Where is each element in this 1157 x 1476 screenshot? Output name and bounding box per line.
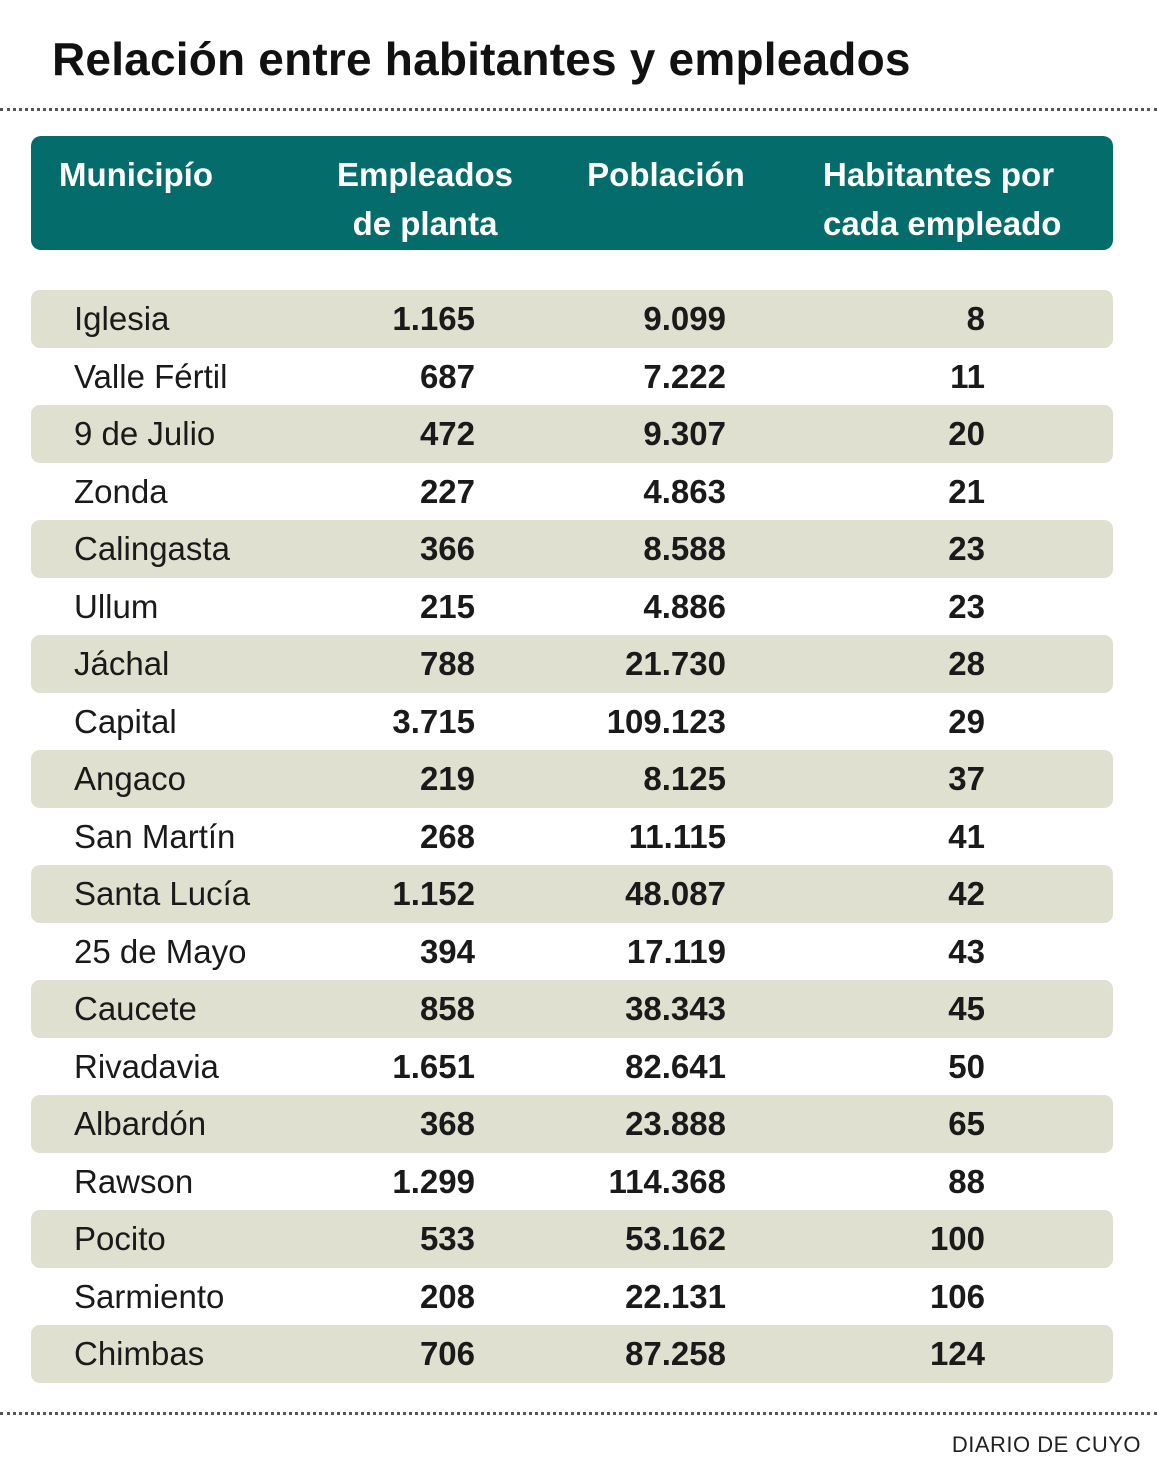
column-header-empleados (325, 150, 525, 248)
cell-municipio: Zonda (74, 472, 168, 510)
cell-municipio: 25 de Mayo (74, 932, 247, 970)
cell-empleados: 208 (419, 1277, 475, 1315)
cell-municipio: Iglesia (74, 300, 170, 337)
cell-municipio: Rivadavia (74, 1047, 219, 1085)
cell-municipio: Chimbas (74, 1335, 205, 1372)
table-row (31, 1153, 1113, 1211)
cell-municipio: Santa Lucía (74, 875, 251, 912)
table-row (31, 520, 1113, 578)
cell-municipio: Pocito (74, 1220, 166, 1257)
cell-municipio: Sarmiento (74, 1277, 225, 1315)
cell-habitantes: 23 (948, 530, 985, 567)
cell-empleados: 219 (419, 760, 475, 797)
cell-poblacion: 9.099 (643, 300, 726, 337)
cell-habitantes: 106 (929, 1277, 985, 1315)
cell-municipio: Jáchal (74, 645, 170, 682)
cell-habitantes: 20 (948, 415, 985, 452)
table-row (31, 1268, 1113, 1326)
column-header-municipio (59, 150, 213, 199)
cell-habitantes: 88 (948, 1162, 985, 1200)
column-header-poblacion (566, 150, 766, 199)
cell-empleados: 1.299 (392, 1162, 475, 1200)
table-row (31, 980, 1113, 1038)
table-row (31, 635, 1113, 693)
cell-empleados: 472 (419, 415, 475, 452)
table-row (31, 463, 1113, 521)
cell-municipio: Caucete (74, 990, 197, 1027)
cell-habitantes: 50 (948, 1047, 985, 1085)
cell-empleados: 1.165 (392, 300, 475, 337)
cell-poblacion: 22.131 (625, 1277, 726, 1315)
cell-empleados: 215 (419, 587, 475, 625)
cell-habitantes: 42 (948, 875, 985, 912)
cell-poblacion: 7.222 (643, 357, 726, 395)
table-row (31, 693, 1113, 751)
cell-habitantes: 45 (948, 990, 985, 1027)
cell-empleados: 706 (419, 1335, 475, 1372)
cell-empleados: 1.651 (392, 1047, 475, 1085)
chart-title: Relación entre habitantes y empleados (52, 33, 911, 85)
cell-poblacion: 9.307 (643, 415, 726, 452)
table-row (31, 578, 1113, 636)
cell-poblacion: 87.258 (625, 1335, 726, 1372)
cell-empleados: 268 (419, 817, 475, 855)
cell-municipio: Calingasta (74, 530, 230, 567)
cell-empleados: 533 (419, 1220, 475, 1257)
cell-habitantes: 37 (948, 760, 985, 797)
cell-poblacion: 21.730 (625, 645, 726, 682)
cell-habitantes: 65 (948, 1105, 985, 1142)
cell-habitantes: 23 (948, 587, 985, 625)
cell-empleados: 394 (419, 932, 475, 970)
cell-poblacion: 8.588 (643, 530, 726, 567)
table-row (31, 290, 1113, 348)
cell-habitantes: 21 (948, 472, 985, 510)
cell-poblacion: 82.641 (625, 1047, 726, 1085)
table-row (31, 923, 1113, 981)
cell-habitantes: 124 (929, 1335, 985, 1372)
table-header (31, 136, 1113, 250)
table-row (31, 1325, 1113, 1383)
cell-poblacion: 48.087 (625, 875, 726, 912)
column-header-line: de planta (352, 205, 498, 242)
top-dotted-divider (0, 108, 1157, 111)
cell-empleados: 366 (419, 530, 475, 567)
cell-poblacion: 4.886 (643, 587, 726, 625)
table-row (31, 348, 1113, 406)
table-row (31, 1038, 1113, 1096)
table-row (31, 405, 1113, 463)
cell-poblacion: 38.343 (625, 990, 726, 1027)
table-row (31, 1095, 1113, 1153)
bottom-dotted-divider (0, 1412, 1157, 1415)
cell-municipio: San Martín (74, 817, 236, 855)
cell-empleados: 227 (419, 472, 475, 510)
cell-habitantes: 29 (948, 702, 985, 740)
cell-empleados: 3.715 (392, 702, 475, 740)
cell-municipio: Angaco (74, 760, 186, 797)
cell-poblacion: 17.119 (626, 932, 726, 970)
cell-habitantes: 11 (950, 357, 985, 395)
cell-poblacion: 4.863 (643, 472, 726, 510)
column-header-line: Población (587, 156, 745, 193)
cell-municipio: Capital (74, 702, 177, 740)
cell-municipio: Albardón (74, 1105, 207, 1142)
table-row (31, 865, 1113, 923)
cell-poblacion: 53.162 (625, 1220, 726, 1257)
column-header-line: Empleados (336, 156, 514, 193)
cell-empleados: 788 (419, 645, 475, 682)
cell-municipio: Valle Fértil (74, 357, 228, 395)
cell-municipio: Rawson (74, 1162, 194, 1200)
cell-empleados: 687 (419, 357, 475, 395)
cell-habitantes: 41 (948, 817, 985, 855)
cell-empleados: 1.152 (392, 875, 475, 912)
column-header-line: Habitantes por (823, 156, 1055, 193)
cell-empleados: 858 (419, 990, 475, 1027)
column-header-habitantes (823, 150, 1083, 248)
cell-poblacion: 23.888 (625, 1105, 726, 1142)
column-header-line: cada empleado (823, 205, 1062, 242)
cell-municipio: 9 de Julio (74, 415, 216, 452)
cell-habitantes: 28 (948, 645, 985, 682)
cell-municipio: Ullum (74, 587, 159, 625)
table-row (31, 750, 1113, 808)
cell-poblacion: 8.125 (643, 760, 726, 797)
cell-poblacion: 109.123 (606, 702, 726, 740)
table-row (31, 808, 1113, 866)
cell-habitantes: 100 (929, 1220, 985, 1257)
cell-habitantes: 8 (966, 300, 985, 337)
source-credit: DIARIO DE CUYO (951, 1432, 1141, 1457)
cell-poblacion: 114.368 (608, 1162, 726, 1200)
cell-empleados: 368 (419, 1105, 475, 1142)
cell-poblacion: 11.115 (628, 817, 726, 855)
column-header-line: Municipío (59, 156, 213, 193)
table-row (31, 1210, 1113, 1268)
cell-habitantes: 43 (948, 932, 985, 970)
